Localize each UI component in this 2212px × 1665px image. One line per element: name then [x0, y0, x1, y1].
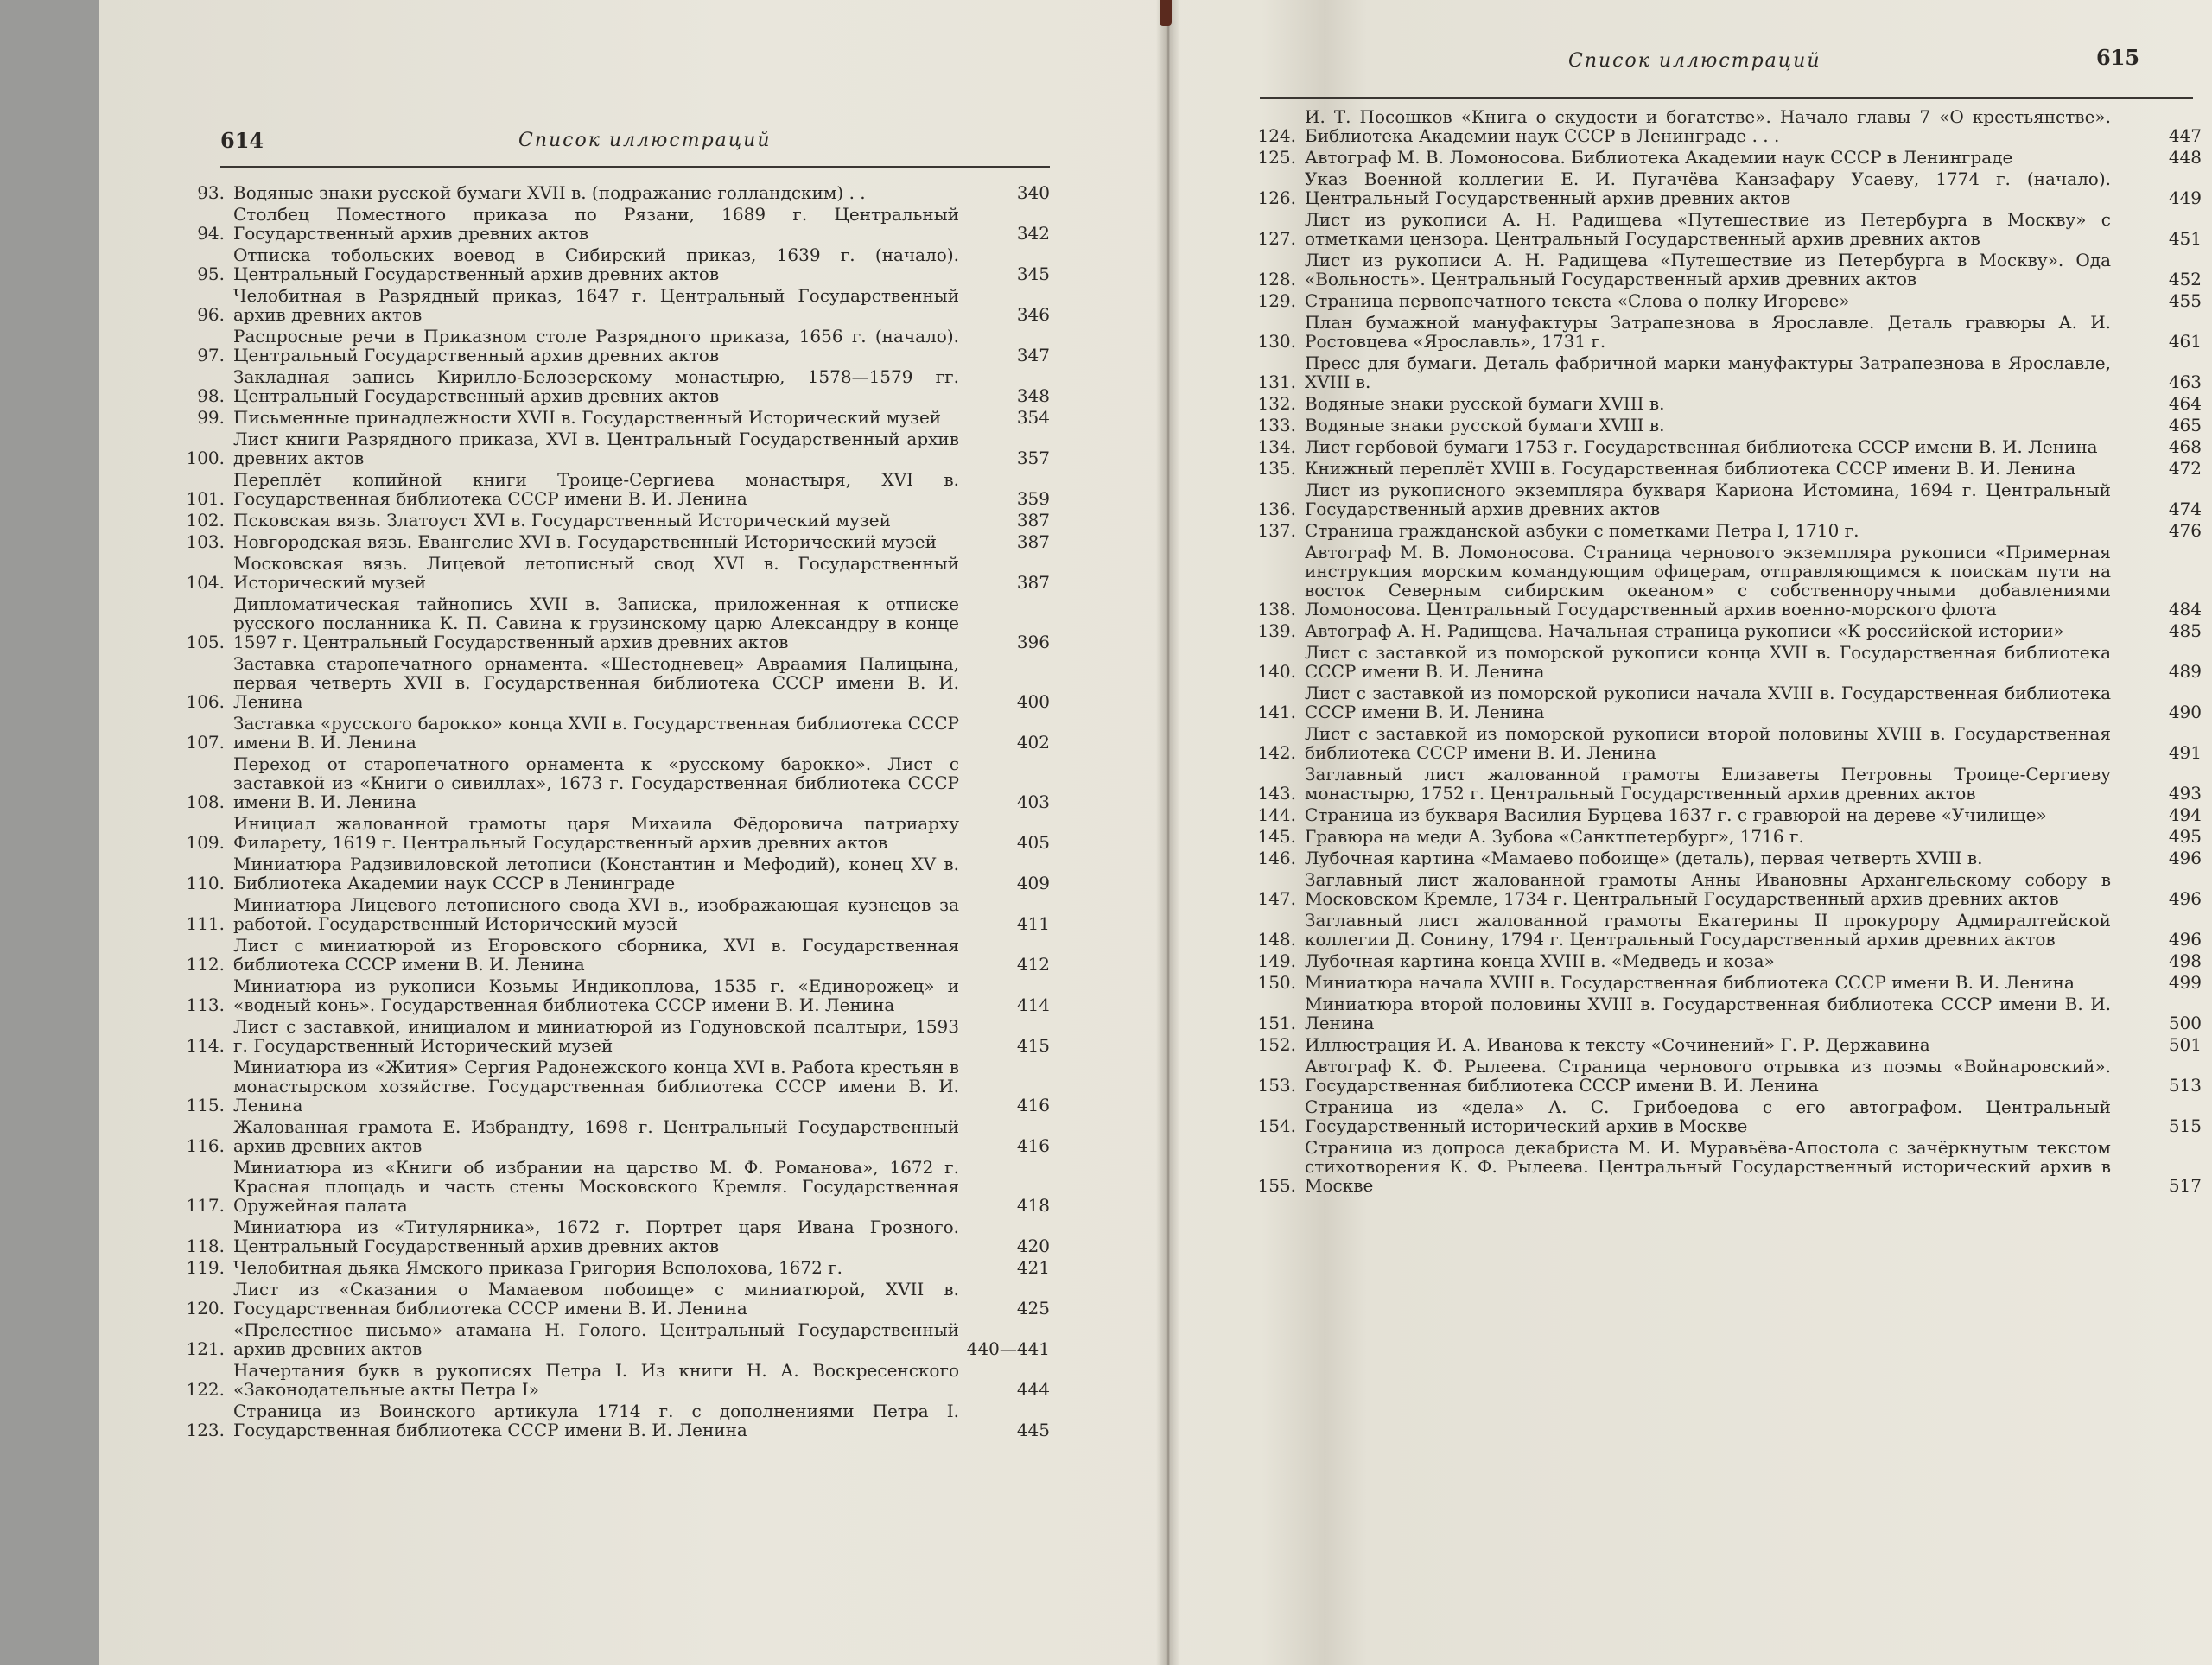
entry-text: Закладная запись Кирилло-Белозерскому монастырю, 1578—1579 гг. Центральный Государственный архив древних актов	[233, 366, 959, 406]
list-item	[1244, 521, 2202, 540]
list-item	[1244, 911, 2202, 949]
entry-page: 464	[2168, 393, 2202, 414]
list-item	[1244, 621, 2202, 640]
entry-text: Автограф М. В. Ломоносова. Страница чернового экземпляра рукописи «Примерная инструкция морским командующим офицерам, отправляющимся к поискам пути на восток Северным сибирским океаном» с собственноручными добавлениями Ломоносова. Центральный Государственный архив военно-морского флота	[1305, 542, 2111, 620]
list-item	[173, 470, 1050, 508]
entry-number: 138.	[1257, 599, 1296, 620]
list-item	[1244, 210, 2202, 248]
entry-text: Водяные знаки русской бумаги XVIII в.	[1305, 415, 1665, 435]
entry-page: 501	[2168, 1034, 2202, 1055]
list-item	[1244, 643, 2202, 681]
entry-text: Заставка старопечатного орнамента. «Шестодневец» Авраамия Палицына, первая четверть XVII в. Государственная библиотека СССР имени В. И. Ленина	[233, 653, 959, 712]
entry-text: Заглавный лист жалованной грамоты Анны Ивановны Архангельскому собору в Московском Кремле, 1734 г. Центральный Государственный архив древних актов	[1305, 869, 2111, 909]
entry-number: 149.	[1257, 950, 1296, 971]
entry-text: Книжный переплёт XVIII в. Государственная библиотека СССР имени В. И. Ленина	[1305, 458, 2076, 479]
list-item	[173, 814, 1050, 852]
entry-text: Миниатюра Радзивиловской летописи (Константин и Мефодий), конец XV в. Библиотека Академии наук СССР в Ленинграде	[233, 854, 959, 893]
list-item	[173, 1058, 1050, 1115]
list-item	[1244, 353, 2202, 391]
list-item	[1244, 1097, 2202, 1135]
entry-number: 146.	[1257, 848, 1296, 868]
entry-text: Жалованная грамота Е. Избрандту, 1698 г. Центральный Государственный архив древних актов	[233, 1116, 959, 1156]
entry-number: 121.	[186, 1338, 225, 1359]
list-item	[173, 532, 1050, 551]
entry-page: 485	[2168, 620, 2202, 641]
entry-text: Автограф А. Н. Радищева. Начальная страница рукописи «К российской истории»	[1305, 620, 2064, 641]
entry-number: 117.	[186, 1195, 225, 1216]
entry-text: Лубочная картина «Мамаево побоище» (деталь), первая четверть XVIII в.	[1305, 848, 1983, 868]
list-item	[1244, 251, 2202, 289]
entry-number: 139.	[1257, 620, 1296, 641]
entry-page: 405	[1016, 832, 1050, 853]
entry-number: 113.	[186, 995, 225, 1015]
entry-page: 354	[1016, 407, 1050, 428]
entry-text: Челобитная в Разрядный приказ, 1647 г. Центральный Государственный архив древних актов	[233, 285, 959, 325]
entry-number: 130.	[1257, 331, 1296, 352]
entry-number: 145.	[1257, 826, 1296, 847]
list-item	[173, 855, 1050, 893]
entry-text: Московская вязь. Лицевой летописный свод XVI в. Государственный Исторический музей	[233, 553, 959, 593]
entry-page: 357	[1016, 448, 1050, 468]
entry-number: 118.	[186, 1236, 225, 1256]
entry-number: 125.	[1257, 147, 1296, 168]
entry-page: 468	[2168, 436, 2202, 457]
list-item	[1244, 416, 2202, 435]
entry-text: Миниатюра из «Титулярника», 1672 г. Портрет царя Ивана Грозного. Центральный Государственный архив древних актов	[233, 1217, 959, 1256]
entry-number: 134.	[1257, 436, 1296, 457]
entry-number: 137.	[1257, 520, 1296, 541]
entry-text: Лист с заставкой, инициалом и миниатюрой из Годуновской псалтыри, 1593 г. Государственный Исторический музей	[233, 1016, 959, 1056]
list-item	[173, 286, 1050, 324]
entry-text: Автограф М. В. Ломоносова. Библиотека Академии наук СССР в Ленинграде	[1305, 147, 2013, 168]
entry-page: 499	[2168, 972, 2202, 993]
entry-number: 99.	[197, 407, 225, 428]
book-gutter	[1156, 0, 1180, 1665]
entry-page: 345	[1016, 264, 1050, 284]
page-number: 615	[2096, 45, 2140, 70]
list-item	[173, 1158, 1050, 1215]
entry-text: Заглавный лист жалованной грамоты Екатерины II прокурору Адмиралтейской коллегии Д. Сонину, 1794 г. Центральный Государственный архив древних актов	[1305, 910, 2111, 950]
entry-number: 120.	[186, 1298, 225, 1319]
entry-number: 112.	[186, 954, 225, 975]
entry-number: 129.	[1257, 290, 1296, 311]
entry-text: Челобитная дьяка Ямского приказа Григория Всполохова, 1672 г.	[233, 1257, 843, 1278]
entry-page: 474	[2168, 499, 2202, 519]
list-item	[173, 936, 1050, 974]
entry-list	[173, 183, 1050, 1442]
entry-number: 124.	[1257, 125, 1296, 146]
entry-page: 465	[2168, 415, 2202, 435]
entry-page: 425	[1016, 1298, 1050, 1319]
entry-text: Лист гербовой бумаги 1753 г. Государственная библиотека СССР имени В. И. Ленина	[1305, 436, 2098, 457]
entry-page: 496	[2168, 888, 2202, 909]
entry-page: 440—441	[966, 1338, 1050, 1359]
list-item	[173, 408, 1050, 427]
entry-page: 515	[2168, 1115, 2202, 1136]
entry-page: 421	[1016, 1257, 1050, 1278]
entry-number: 123.	[186, 1420, 225, 1440]
entry-text: Страница первопечатного текста «Слова о полку Игореве»	[1305, 290, 1850, 311]
list-item	[173, 714, 1050, 752]
entry-page: 496	[2168, 848, 2202, 868]
entry-page: 455	[2168, 290, 2202, 311]
entry-number: 141.	[1257, 702, 1296, 722]
entry-page: 472	[2168, 458, 2202, 479]
entry-page: 451	[2168, 228, 2202, 249]
list-item	[173, 1361, 1050, 1399]
entry-page: 517	[2168, 1175, 2202, 1196]
list-item	[173, 511, 1050, 530]
entry-page: 484	[2168, 599, 2202, 620]
list-item	[173, 205, 1050, 243]
entry-page: 447	[2168, 125, 2202, 146]
entry-page: 476	[2168, 520, 2202, 541]
entry-number: 106.	[186, 691, 225, 712]
entry-page: 420	[1016, 1236, 1050, 1256]
entry-page: 396	[1016, 632, 1050, 652]
running-head: Список иллюстраций	[1568, 50, 1821, 72]
entry-text: Гравюра на меди А. Зубова «Санктпетербург», 1716 г.	[1305, 826, 1804, 847]
entry-page: 461	[2168, 331, 2202, 352]
entry-number: 93.	[197, 182, 225, 203]
entry-number: 151.	[1257, 1013, 1296, 1033]
entry-page: 340	[1016, 182, 1050, 203]
list-item	[1244, 394, 2202, 413]
list-item	[173, 554, 1050, 592]
entry-number: 155.	[1257, 1175, 1296, 1196]
entry-number: 122.	[186, 1379, 225, 1400]
entry-text: И. Т. Посошков «Книга о скудости и богатстве». Начало главы 7 «О крестьянстве». Библиотека Академии наук СССР в Ленинграде . . .	[1305, 106, 2111, 146]
list-item	[173, 1258, 1050, 1277]
right-page	[1244, 0, 2203, 1665]
entry-page: 490	[2168, 702, 2202, 722]
entry-page: 513	[2168, 1075, 2202, 1096]
entry-text: Отписка тобольских воевод в Сибирский приказ, 1639 г. (начало). Центральный Государственный архив древних актов	[233, 245, 959, 284]
entry-number: 107.	[186, 732, 225, 753]
entry-text: Миниатюра из «Книги об избрании на царство М. Ф. Романова», 1672 г. Красная площадь и часть стены Московского Кремля. Государственная Оружейная палата	[233, 1157, 959, 1216]
entry-text: Лист с миниатюрой из Егоровского сборника, XVI в. Государственная библиотека СССР имени В. И. Ленина	[233, 935, 959, 975]
entry-page: 359	[1016, 488, 1050, 509]
entry-text: Переход от старопечатного орнамента к «русскому барокко». Лист с заставкой из «Книги о сивиллах», 1673 г. Государственная библиотека СССР имени В. И. Ленина	[233, 753, 959, 812]
entry-page: 463	[2168, 372, 2202, 392]
list-item	[1244, 870, 2202, 908]
entry-number: 111.	[186, 913, 225, 934]
entry-text: Миниатюра второй половины XVIII в. Государственная библиотека СССР имени В. И. Ленина	[1305, 994, 2111, 1033]
bookmark-ribbon	[1160, 0, 1172, 26]
entry-text: Столбец Поместного приказа по Рязани, 1689 г. Центральный Государственный архив древних актов	[233, 204, 959, 244]
entry-text: Лист книги Разрядного приказа, XVI в. Центральный Государственный архив древних актов	[233, 429, 959, 468]
list-item	[1244, 459, 2202, 478]
list-item	[173, 895, 1050, 933]
entry-text: Иллюстрация И. А. Иванова к тексту «Сочинений» Г. Р. Державина	[1305, 1034, 1930, 1055]
entry-number: 148.	[1257, 929, 1296, 950]
list-item	[173, 327, 1050, 365]
entry-page: 496	[2168, 929, 2202, 950]
entry-number: 103.	[186, 531, 225, 552]
entry-number: 143.	[1257, 783, 1296, 804]
list-item	[1244, 169, 2202, 207]
entry-number: 119.	[186, 1257, 225, 1278]
entry-text: Водяные знаки русской бумаги XVIII в.	[1305, 393, 1665, 414]
list-item	[173, 654, 1050, 711]
list-item	[1244, 437, 2202, 456]
entry-text: Автограф К. Ф. Рылеева. Страница чернового отрывка из поэмы «Войнаровский». Государственная библиотека СССР имени В. И. Ленина	[1305, 1056, 2111, 1096]
entry-number: 97.	[197, 345, 225, 365]
entry-number: 153.	[1257, 1075, 1296, 1096]
entry-text: Страница из допроса декабриста М. И. Муравьёва-Апостола с зачёркнутым текстом стихотворения К. Ф. Рылеева. Центральный Государственный исторический архив в Москве	[1305, 1137, 2111, 1196]
entry-text: Водяные знаки русской бумаги XVII в. (подражание голландским) . .	[233, 182, 866, 203]
entry-page: 418	[1016, 1195, 1050, 1216]
list-item	[1244, 1138, 2202, 1195]
entry-text: Начертания букв в рукописях Петра I. Из книги Н. А. Воскресенского «Законодательные акты Петра I»	[233, 1360, 959, 1400]
entry-text: Лист с заставкой из поморской рукописи второй половины XVIII в. Государственная библиотека СССР имени В. И. Ленина	[1305, 723, 2111, 763]
entry-page: 448	[2168, 147, 2202, 168]
entry-page: 348	[1016, 385, 1050, 406]
header-rule	[220, 166, 1050, 168]
left-page	[138, 0, 1080, 1665]
header-rule	[1260, 97, 2193, 99]
list-item	[173, 976, 1050, 1014]
entry-number: 136.	[1257, 499, 1296, 519]
entry-text: Новгородская вязь. Евангелие XVI в. Государственный Исторический музей	[233, 531, 937, 552]
entry-text: Инициал жалованной грамоты царя Михаила Фёдоровича патриарху Филарету, 1619 г. Центральный Государственный архив древних актов	[233, 813, 959, 853]
list-item	[173, 245, 1050, 283]
entry-text: Страница из «дела» А. С. Грибоедова с его автографом. Центральный Государственный исторический архив в Москве	[1305, 1096, 2111, 1136]
list-item	[1244, 848, 2202, 867]
entry-text: Миниатюра начала XVIII в. Государственная библиотека СССР имени В. И. Ленина	[1305, 972, 2075, 993]
entry-page: 400	[1016, 691, 1050, 712]
list-item	[1244, 995, 2202, 1033]
entry-number: 94.	[197, 223, 225, 244]
entry-text: Лист из рукописи А. Н. Радищева «Путешествие из Петербурга в Москву» с отметками цензора. Центральный Государственный архив древних актов	[1305, 209, 2111, 249]
list-item	[173, 429, 1050, 467]
entry-text: План бумажной мануфактуры Затрапезнова в Ярославле. Деталь гравюры А. И. Ростовцева «Ярославль», 1731 г.	[1305, 312, 2111, 352]
entry-page: 412	[1016, 954, 1050, 975]
entry-page: 491	[2168, 742, 2202, 763]
entry-page: 346	[1016, 304, 1050, 325]
list-item	[173, 183, 1050, 202]
entry-text: Лист с заставкой из поморской рукописи конца XVII в. Государственная библиотека СССР имени В. И. Ленина	[1305, 642, 2111, 682]
list-item	[1244, 313, 2202, 351]
entry-number: 95.	[197, 264, 225, 284]
entry-text: «Прелестное письмо» атамана Н. Голого. Центральный Государственный архив древних актов	[233, 1319, 959, 1359]
entry-page: 500	[2168, 1013, 2202, 1033]
entry-number: 150.	[1257, 972, 1296, 993]
entry-page: 416	[1016, 1135, 1050, 1156]
list-item	[173, 367, 1050, 405]
entry-number: 132.	[1257, 393, 1296, 414]
entry-number: 140.	[1257, 661, 1296, 682]
entry-number: 126.	[1257, 187, 1296, 208]
list-item	[1244, 148, 2202, 167]
list-item	[1244, 805, 2202, 824]
list-item	[1244, 827, 2202, 846]
list-item	[1244, 765, 2202, 803]
entry-text: Переплёт копийной книги Троице-Сергиева монастыря, XVI в. Государственная библиотека СССР имени В. И. Ленина	[233, 469, 959, 509]
entry-number: 102.	[186, 510, 225, 531]
entry-number: 116.	[186, 1135, 225, 1156]
entry-number: 152.	[1257, 1034, 1296, 1055]
entry-page: 402	[1016, 732, 1050, 753]
entry-number: 96.	[197, 304, 225, 325]
entry-number: 133.	[1257, 415, 1296, 435]
entry-page: 387	[1016, 531, 1050, 552]
entry-page: 452	[2168, 269, 2202, 289]
entry-page: 347	[1016, 345, 1050, 365]
list-item	[1244, 724, 2202, 762]
list-item	[1244, 951, 2202, 970]
entry-number: 144.	[1257, 804, 1296, 825]
list-item	[173, 1117, 1050, 1155]
entry-page: 416	[1016, 1095, 1050, 1115]
entry-text: Пресс для бумаги. Деталь фабричной марки мануфактуры Затрапезнова в Ярославле, XVIII в.	[1305, 353, 2111, 392]
list-item	[173, 1217, 1050, 1255]
entry-text: Лубочная картина конца XVIII в. «Медведь и коза»	[1305, 950, 1775, 971]
entry-text: Страница из Воинского артикула 1714 г. с дополнениями Петра I. Государственная библиотека СССР имени В. И. Ленина	[233, 1401, 959, 1440]
list-item	[1244, 1057, 2202, 1095]
entry-text: Страница из букваря Василия Бурцева 1637 г. с гравюрой на дереве «Училище»	[1305, 804, 2047, 825]
list-item	[173, 594, 1050, 651]
entry-number: 105.	[186, 632, 225, 652]
entry-text: Заставка «русского барокко» конца XVII в. Государственная библиотека СССР имени В. И. Ленина	[233, 713, 959, 753]
entry-text: Миниатюра из рукописи Козьмы Индикоплова, 1535 г. «Единорожец» и «водный конь». Государственная библиотека СССР имени В. И. Ленина	[233, 975, 959, 1015]
entry-page: 444	[1016, 1379, 1050, 1400]
entry-text: Лист из рукописного экземпляра букваря Кариона Истомина, 1694 г. Центральный Государственный архив древних актов	[1305, 480, 2111, 519]
entry-page: 498	[2168, 950, 2202, 971]
list-item	[1244, 973, 2202, 992]
list-item	[1244, 543, 2202, 619]
entry-text: Лист из рукописи А. Н. Радищева «Путешествие из Петербурга в Москву». Ода «Вольность». Центральный Государственный архив древних актов	[1305, 250, 2111, 289]
entry-page: 414	[1016, 995, 1050, 1015]
entry-number: 128.	[1257, 269, 1296, 289]
entry-page: 415	[1016, 1035, 1050, 1056]
entry-number: 127.	[1257, 228, 1296, 249]
entry-number: 135.	[1257, 458, 1296, 479]
entry-text: Миниатюра Лицевого летописного свода XVI в., изображающая кузнецов за работой. Государственный Исторический музей	[233, 894, 959, 934]
entry-number: 98.	[197, 385, 225, 406]
entry-page: 495	[2168, 826, 2202, 847]
entry-number: 131.	[1257, 372, 1296, 392]
entry-page: 445	[1016, 1420, 1050, 1440]
entry-list	[1244, 107, 2202, 1198]
entry-text: Дипломатическая тайнопись XVII в. Записка, приложенная к отписке русского посланника К. П. Савина к грузинскому царю Александру в конце 1597 г. Центральный Государственный архив древних актов	[233, 594, 959, 652]
entry-number: 108.	[186, 791, 225, 812]
entry-number: 100.	[186, 448, 225, 468]
list-item	[1244, 683, 2202, 721]
entry-number: 114.	[186, 1035, 225, 1056]
list-item	[1244, 480, 2202, 518]
entry-number: 101.	[186, 488, 225, 509]
list-item	[173, 1280, 1050, 1318]
entry-page: 387	[1016, 510, 1050, 531]
entry-text: Лист с заставкой из поморской рукописи начала XVIII в. Государственная библиотека СССР имени В. И. Ленина	[1305, 683, 2111, 722]
running-head: Список иллюстраций	[518, 130, 772, 151]
list-item	[1244, 291, 2202, 310]
entry-page: 493	[2168, 783, 2202, 804]
entry-number: 115.	[186, 1095, 225, 1115]
entry-page: 489	[2168, 661, 2202, 682]
entry-page: 387	[1016, 572, 1050, 593]
entry-text: Лист из «Сказания о Мамаевом побоище» с миниатюрой, XVII в. Государственная библиотека СССР имени В. И. Ленина	[233, 1279, 959, 1319]
entry-number: 142.	[1257, 742, 1296, 763]
entry-page: 494	[2168, 804, 2202, 825]
entry-number: 147.	[1257, 888, 1296, 909]
list-item	[173, 1401, 1050, 1439]
list-item	[173, 754, 1050, 811]
entry-page: 403	[1016, 791, 1050, 812]
entry-page: 409	[1016, 873, 1050, 893]
list-item	[173, 1017, 1050, 1055]
entry-text: Письменные принадлежности XVII в. Государственный Исторический музей	[233, 407, 942, 428]
entry-text: Псковская вязь. Златоуст XVI в. Государственный Исторический музей	[233, 510, 891, 531]
entry-page: 342	[1016, 223, 1050, 244]
entry-text: Миниатюра из «Жития» Сергия Радонежского конца XVI в. Работа крестьян в монастырском хозяйстве. Государственная библиотека СССР имени В. И. Ленина	[233, 1057, 959, 1115]
entry-page: 411	[1016, 913, 1050, 934]
entry-text: Указ Военной коллегии Е. И. Пугачёва Канзафару Усаеву, 1774 г. (начало). Центральный Государственный архив древних актов	[1305, 168, 2111, 208]
entry-text: Заглавный лист жалованной грамоты Елизаветы Петровны Троице-Сергиеву монастырю, 1752 г. Центральный Государственный архив древних актов	[1305, 764, 2111, 804]
entry-number: 109.	[186, 832, 225, 853]
entry-number: 154.	[1257, 1115, 1296, 1136]
entry-text: Распросные речи в Приказном столе Разрядного приказа, 1656 г. (начало). Центральный Государственный архив древних актов	[233, 326, 959, 365]
list-item	[1244, 107, 2202, 145]
entry-number: 110.	[186, 873, 225, 893]
entry-number: 104.	[186, 572, 225, 593]
entry-text: Страница гражданской азбуки с пометками Петра I, 1710 г.	[1305, 520, 1859, 541]
page-number: 614	[220, 128, 264, 153]
list-item	[173, 1320, 1050, 1358]
entry-page: 449	[2168, 187, 2202, 208]
list-item	[1244, 1035, 2202, 1054]
